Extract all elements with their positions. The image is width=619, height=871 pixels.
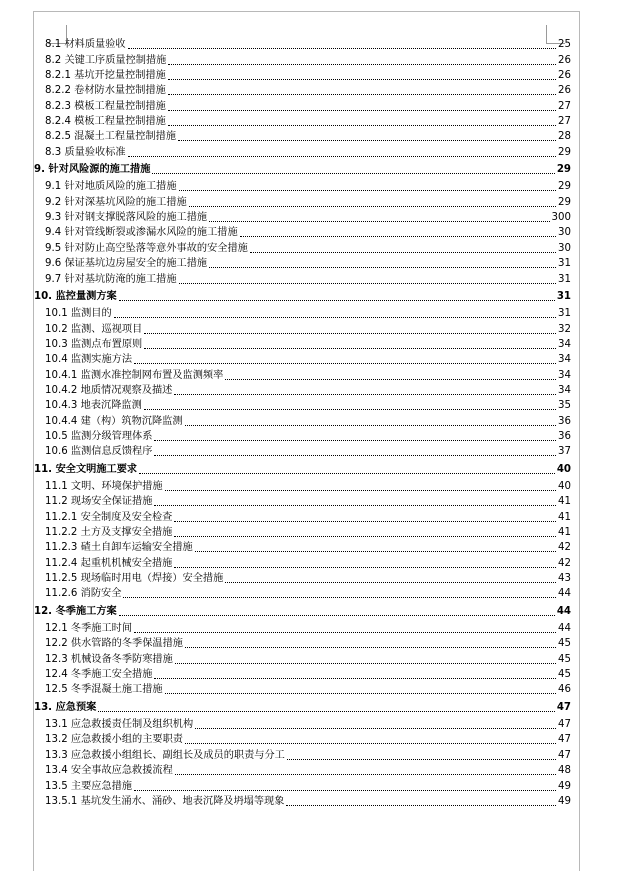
- toc-dot-leader: [154, 455, 556, 456]
- toc-entry[interactable]: [34, 650, 579, 665]
- toc-dot-leader: [168, 79, 556, 80]
- toc-page-number: 45: [558, 638, 571, 650]
- toc-entry-title: 8.2.1 基坑开挖量控制措施: [45, 70, 166, 82]
- toc-entry-title: 11. 安全文明施工要求: [34, 463, 138, 475]
- toc-page-number: 32: [558, 323, 571, 335]
- toc-entry[interactable]: [34, 412, 579, 427]
- toc-entry[interactable]: [34, 666, 579, 681]
- toc-page-number: 27: [558, 100, 571, 112]
- toc-entry-title: 8.2.4 模板工程量控制措施: [45, 116, 166, 128]
- toc-dot-leader: [165, 693, 556, 694]
- toc-page-number: 31: [558, 308, 571, 320]
- toc-page-number: 47: [558, 734, 571, 746]
- toc-entry[interactable]: [34, 762, 579, 777]
- toc-entry[interactable]: [34, 320, 579, 335]
- toc-entry-title: 9.1 针对地质风险的施工措施: [45, 181, 177, 193]
- toc-dot-leader: [119, 300, 555, 301]
- toc-entry-title: 11.2.2 土方及支撑安全措施: [45, 527, 173, 538]
- toc-entry[interactable]: [34, 67, 579, 82]
- toc-dot-leader: [195, 728, 556, 729]
- toc-page-number: 44: [558, 623, 571, 635]
- toc-page-number: 44: [558, 588, 571, 600]
- toc-dot-leader: [134, 363, 556, 364]
- toc-entry[interactable]: [34, 443, 579, 458]
- toc-entry[interactable]: [34, 524, 579, 539]
- toc-entry-title: 11.1 文明、环境保护措施: [45, 480, 163, 492]
- toc-dot-leader: [154, 440, 556, 441]
- toc-entry[interactable]: [34, 731, 579, 746]
- toc-page-number: 29: [558, 181, 571, 193]
- toc-entry[interactable]: [34, 746, 579, 761]
- toc-page-number: 49: [558, 795, 571, 807]
- toc-dot-leader: [209, 267, 556, 268]
- toc-entry[interactable]: [34, 635, 579, 650]
- toc-entry[interactable]: [34, 51, 579, 66]
- toc-entry[interactable]: [34, 113, 579, 128]
- toc-heading-entry[interactable]: [34, 602, 579, 617]
- toc-page-number: 36: [558, 415, 571, 427]
- toc-page-number: 27: [558, 116, 571, 128]
- toc-page-number: 26: [558, 54, 571, 66]
- toc-page-number: 40: [556, 463, 571, 475]
- toc-page-number: 48: [558, 765, 571, 777]
- toc-page-number: 26: [558, 70, 571, 82]
- toc-dot-leader: [175, 663, 556, 664]
- toc-dot-leader: [250, 252, 556, 253]
- toc-heading-entry[interactable]: [34, 288, 579, 303]
- toc-dot-leader: [154, 678, 556, 679]
- toc-page-number: 36: [558, 430, 571, 442]
- toc-entry[interactable]: [34, 209, 579, 224]
- toc-page-number: 41: [558, 527, 571, 538]
- toc-entry-title: 9.6 保证基坑边房屋安全的施工措施: [45, 258, 208, 270]
- toc-dot-leader: [179, 190, 557, 191]
- toc-page-number: 300: [551, 212, 571, 224]
- toc-entry[interactable]: [34, 539, 579, 554]
- toc-entry-title: 8.2.5 混凝土工程量控制措施: [45, 131, 177, 143]
- toc-entry[interactable]: [34, 620, 579, 635]
- toc-entry-title: 9.5 针对防止高空坠落等意外事故的安全措施: [45, 242, 248, 254]
- toc-entry-title: 10.3 监测点布置原则: [45, 338, 143, 350]
- toc-heading-entry[interactable]: [34, 161, 579, 176]
- toc-dot-leader: [240, 236, 556, 237]
- toc-entry-title: 13.5.1 基坑发生涌水、涌砂、地表沉降及坍塌等现象: [45, 795, 285, 807]
- toc-dot-leader: [168, 94, 556, 95]
- toc-entry-title: 11.2 现场安全保证措施: [45, 496, 153, 508]
- toc-page-number: 42: [558, 557, 571, 569]
- toc-dot-leader: [174, 521, 556, 522]
- toc-dot-leader: [225, 582, 556, 583]
- toc-entry-title: 12.2 供水管路的冬季保温措施: [45, 638, 183, 650]
- toc-entry[interactable]: [34, 336, 579, 351]
- toc-page-number: 47: [558, 749, 571, 761]
- toc-dot-leader: [152, 173, 554, 174]
- toc-entry[interactable]: [34, 570, 579, 585]
- toc-entry-title: 9.4 针对管线断裂或渗漏水风险的施工措施: [45, 227, 238, 239]
- toc-entry-title: 10.2 监测、巡视项目: [45, 323, 143, 335]
- toc-entry[interactable]: [34, 493, 579, 508]
- toc-entry-title: 13.4 安全事故应急救援流程: [45, 765, 173, 777]
- toc-entry-title: 9.7 针对基坑防淹的施工措施: [45, 273, 177, 285]
- toc-page-number: 49: [558, 780, 571, 792]
- toc-entry[interactable]: [34, 128, 579, 143]
- toc-entry[interactable]: [34, 777, 579, 792]
- toc-dot-leader: [144, 409, 556, 410]
- toc-dot-leader: [225, 379, 556, 380]
- toc-entry-title: 10.1 监测目的: [45, 308, 112, 320]
- toc-entry[interactable]: [34, 143, 579, 158]
- toc-entry[interactable]: [34, 224, 579, 239]
- toc-entry-title: 12.4 冬季施工安全措施: [45, 669, 153, 681]
- toc-entry-title: 8.1 材料质量验收: [45, 39, 126, 51]
- toc-entry-title: 10.4.1 监测水准控制网布置及监测频率: [45, 369, 224, 381]
- toc-dot-leader: [195, 551, 556, 552]
- toc-page-number: 29: [558, 196, 571, 208]
- table-of-contents: [34, 36, 579, 808]
- toc-dot-leader: [168, 125, 556, 126]
- toc-dot-leader: [114, 317, 556, 318]
- toc-entry-title: 11.2.1 安全制度及安全检查: [45, 511, 173, 523]
- toc-entry-title: 9.3 针对钢支撑脱落风险的施工措施: [45, 212, 208, 224]
- toc-dot-leader: [128, 48, 556, 49]
- toc-entry-title: 10.5 监测分级管理体系: [45, 430, 153, 442]
- toc-dot-leader: [168, 64, 556, 65]
- toc-heading-entry[interactable]: [34, 698, 579, 713]
- toc-entry-title: 12.1 冬季施工时间: [45, 623, 133, 635]
- toc-entry-title: 10.4.2 地质情况观察及描述: [45, 384, 173, 396]
- toc-entry-title: 13. 应急预案: [34, 701, 97, 713]
- toc-entry[interactable]: [34, 716, 579, 731]
- toc-entry-title: 8.3 质量验收标准: [45, 146, 126, 158]
- toc-page-number: 29: [558, 146, 571, 158]
- toc-dot-leader: [174, 567, 556, 568]
- toc-entry[interactable]: [34, 82, 579, 97]
- toc-entry[interactable]: [34, 382, 579, 397]
- toc-heading-entry[interactable]: [34, 460, 579, 475]
- toc-dot-leader: [134, 790, 556, 791]
- toc-dot-leader: [286, 805, 556, 806]
- toc-page-number: 42: [558, 542, 571, 554]
- toc-page-number: 37: [558, 446, 571, 458]
- toc-dot-leader: [154, 505, 556, 506]
- toc-dot-leader: [179, 283, 557, 284]
- toc-dot-leader: [165, 490, 556, 491]
- toc-dot-leader: [98, 711, 554, 712]
- toc-page-number: 45: [558, 669, 571, 681]
- toc-entry-title: 10.6 监测信息反馈程序: [45, 446, 153, 458]
- toc-dot-leader: [144, 348, 556, 349]
- toc-dot-leader: [139, 473, 555, 474]
- toc-entry[interactable]: [34, 239, 579, 254]
- toc-entry[interactable]: [34, 351, 579, 366]
- toc-entry[interactable]: [34, 178, 579, 193]
- toc-entry-title: 13.5 主要应急措施: [45, 780, 133, 792]
- toc-entry-title: 10.4.3 地表沉降监测: [45, 400, 142, 412]
- toc-entry-title: 10.4 监测实施方法: [45, 354, 133, 366]
- toc-entry-title: 11.2.5 现场临时用电（焊接）安全措施: [45, 573, 224, 585]
- toc-entry[interactable]: [34, 554, 579, 569]
- toc-page-number: 28: [558, 131, 571, 143]
- toc-entry[interactable]: [34, 270, 579, 285]
- toc-page-number: 31: [558, 258, 571, 270]
- document-page: [33, 11, 580, 871]
- toc-dot-leader: [168, 110, 556, 111]
- toc-page-number: 34: [558, 354, 571, 366]
- toc-page-number: 34: [558, 369, 571, 381]
- toc-dot-leader: [175, 774, 556, 775]
- toc-dot-leader: [185, 743, 556, 744]
- toc-entry[interactable]: [34, 255, 579, 270]
- toc-page-number: 26: [558, 85, 571, 97]
- toc-page-number: 31: [556, 290, 571, 302]
- toc-entry[interactable]: [34, 681, 579, 696]
- toc-dot-leader: [287, 759, 556, 760]
- toc-page-number: 44: [556, 605, 571, 617]
- toc-entry-title: 11.2.6 消防安全: [45, 588, 122, 600]
- toc-dot-leader: [174, 536, 556, 537]
- toc-entry-title: 9. 针对风险源的施工措施: [34, 164, 151, 176]
- toc-page-number: 45: [558, 653, 571, 665]
- toc-entry[interactable]: [34, 793, 579, 808]
- toc-entry[interactable]: [34, 478, 579, 493]
- toc-entry-title: 12.3 机械设备冬季防寒措施: [45, 653, 173, 665]
- toc-entry[interactable]: [34, 193, 579, 208]
- toc-page-number: 43: [558, 573, 571, 585]
- toc-page-number: 41: [558, 511, 571, 523]
- toc-page-number: 31: [558, 273, 571, 285]
- toc-entry-title: 13.3 应急救援小组组长、副组长及成员的职责与分工: [45, 749, 285, 761]
- toc-page-number: 47: [558, 719, 571, 731]
- toc-entry[interactable]: [34, 508, 579, 523]
- toc-entry-title: 8.2.2 卷材防水量控制措施: [45, 85, 166, 97]
- toc-entry[interactable]: [34, 97, 579, 112]
- toc-page-number: 40: [558, 480, 571, 492]
- toc-entry-title: 13.1 应急救援责任制及组织机构: [45, 719, 194, 731]
- toc-entry[interactable]: [34, 397, 579, 412]
- toc-page-number: 34: [558, 338, 571, 350]
- toc-entry-title: 11.2.4 起重机机械安全措施: [45, 557, 173, 569]
- toc-dot-leader: [128, 156, 556, 157]
- toc-entry-title: 10.4.4 建（构）筑物沉降监测: [45, 415, 183, 427]
- toc-dot-leader: [174, 394, 556, 395]
- toc-entry-title: 10. 监控量测方案: [34, 290, 117, 302]
- toc-entry-title: 13.2 应急救援小组的主要职责: [45, 734, 183, 746]
- toc-entry-title: 12. 冬季施工方案: [34, 605, 117, 617]
- toc-page-number: 30: [558, 227, 571, 239]
- toc-entry[interactable]: [34, 305, 579, 320]
- toc-page-number: 35: [558, 400, 571, 412]
- toc-page-number: 25: [558, 39, 571, 51]
- toc-entry[interactable]: [34, 36, 579, 51]
- toc-page-number: 30: [558, 242, 571, 254]
- toc-dot-leader: [119, 615, 555, 616]
- toc-dot-leader: [189, 206, 556, 207]
- toc-page-number: 29: [556, 164, 571, 176]
- toc-entry-title: 12.5 冬季混凝土施工措施: [45, 684, 163, 696]
- toc-page-number: 34: [558, 384, 571, 396]
- toc-entry-title: 8.2.3 模板工程量控制措施: [45, 100, 166, 112]
- toc-page-number: 47: [556, 701, 571, 713]
- toc-dot-leader: [144, 333, 556, 334]
- toc-dot-leader: [178, 140, 556, 141]
- toc-dot-leader: [209, 221, 549, 222]
- toc-dot-leader: [185, 647, 556, 648]
- toc-page-number: 46: [558, 684, 571, 696]
- toc-dot-leader: [134, 632, 556, 633]
- toc-entry-title: 8.2 关键工序质量控制措施: [45, 54, 167, 66]
- toc-dot-leader: [123, 597, 556, 598]
- toc-entry[interactable]: [34, 366, 579, 381]
- toc-dot-leader: [185, 425, 557, 426]
- toc-entry-title: 11.2.3 碴土自卸车运输安全措施: [45, 542, 193, 554]
- toc-entry[interactable]: [34, 428, 579, 443]
- toc-page-number: 41: [558, 496, 571, 508]
- toc-entry-title: 9.2 针对深基坑风险的施工措施: [45, 196, 187, 208]
- toc-entry[interactable]: [34, 585, 579, 600]
